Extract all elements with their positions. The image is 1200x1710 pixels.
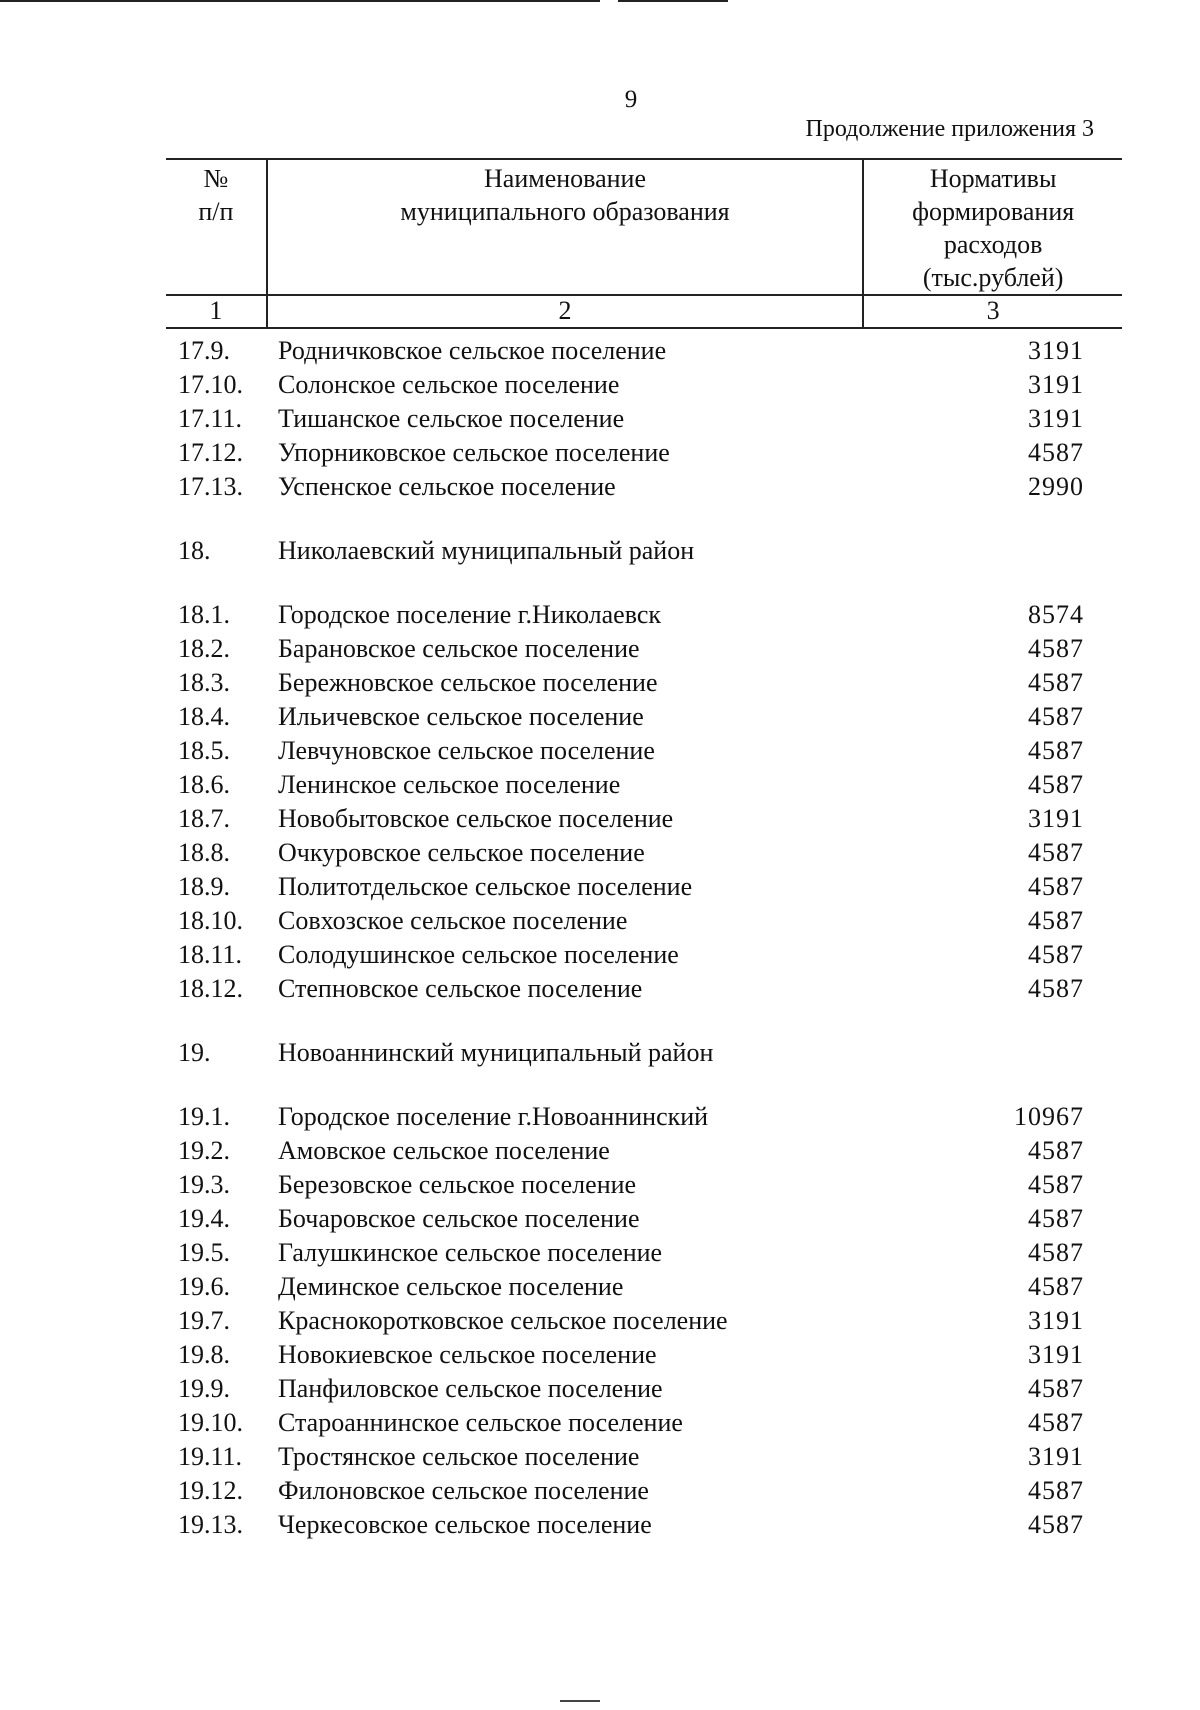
expense-norm-value: 3191 xyxy=(1028,336,1084,365)
table-row xyxy=(0,870,1200,904)
expense-norm-value: 4587 xyxy=(1028,940,1084,969)
expense-norm-value: 3191 xyxy=(1028,1442,1084,1471)
expense-norm-value: 4587 xyxy=(1028,438,1084,467)
row-number: 18.10. xyxy=(178,906,243,935)
municipality-name: Бочаровское сельское поселение xyxy=(278,1204,640,1233)
row-number: 19.4. xyxy=(178,1204,230,1233)
municipality-name: Городское поселение г.Новоаннинский xyxy=(278,1102,709,1131)
table-row xyxy=(0,1236,1200,1270)
municipality-name: Староаннинское сельское поселение xyxy=(278,1408,683,1437)
expense-norm-value: 4587 xyxy=(1028,906,1084,935)
row-number: 19.6. xyxy=(178,1272,230,1301)
table-row xyxy=(0,1440,1200,1474)
column-number-2: 2 xyxy=(267,295,864,328)
expense-norm-value: 4587 xyxy=(1028,1272,1084,1301)
table-row xyxy=(0,402,1200,436)
expense-norm-value: 4587 xyxy=(1028,974,1084,1003)
row-number: 19.3. xyxy=(178,1170,230,1199)
municipality-name: Левчуновское сельское поселение xyxy=(278,736,655,765)
table-row xyxy=(0,1474,1200,1508)
row-number: 19.12. xyxy=(178,1476,243,1505)
municipality-name: Степновское сельское поселение xyxy=(278,974,643,1003)
municipality-name: Бережновское сельское поселение xyxy=(278,668,658,697)
expense-norm-value: 4587 xyxy=(1028,634,1084,663)
expense-norm-value: 4587 xyxy=(1028,1408,1084,1437)
municipality-name: Березовское сельское поселение xyxy=(278,1170,637,1199)
column-number-1: 1 xyxy=(166,295,267,328)
table-row xyxy=(0,666,1200,700)
municipality-name: Ильичевское сельское поселение xyxy=(278,702,644,731)
expense-norm-value: 4587 xyxy=(1028,872,1084,901)
municipality-name: Николаевский муниципальный район xyxy=(278,536,695,565)
scan-edge-line-left xyxy=(0,0,600,2)
district-heading-row xyxy=(0,534,1200,568)
header-number-column xyxy=(166,159,267,295)
column-number-3: 3 xyxy=(863,295,1122,328)
table-body xyxy=(0,334,1200,1542)
row-number: 19.9. xyxy=(178,1374,230,1403)
expense-norm-value: 3191 xyxy=(1028,804,1084,833)
row-number: 19.2. xyxy=(178,1136,230,1165)
row-number: 17.13. xyxy=(178,472,243,501)
table-row xyxy=(0,1304,1200,1338)
row-number: 17.11. xyxy=(178,404,243,433)
table-row xyxy=(0,836,1200,870)
row-number: 19.11. xyxy=(178,1442,243,1471)
row-number: 18.6. xyxy=(178,770,230,799)
table-row xyxy=(0,734,1200,768)
expense-norm-value: 4587 xyxy=(1028,1510,1084,1539)
municipality-name: Барановское сельское поселение xyxy=(278,634,640,663)
row-number: 18.8. xyxy=(178,838,230,867)
expense-norm-value: 2990 xyxy=(1028,472,1084,501)
district-heading-row xyxy=(0,1036,1200,1070)
row-number: 18.2. xyxy=(178,634,230,663)
row-number: 19.8. xyxy=(178,1340,230,1369)
municipality-name: Тростянское сельское поселение xyxy=(278,1442,640,1471)
table-row xyxy=(0,1338,1200,1372)
page-number: 9 xyxy=(624,86,638,113)
expense-norm-value: 4587 xyxy=(1028,1476,1084,1505)
expense-norm-value: 3191 xyxy=(1028,370,1084,399)
municipality-name: Черкесовское сельское поселение xyxy=(278,1510,652,1539)
municipality-name: Филоновское сельское поселение xyxy=(278,1476,649,1505)
row-number: 19. xyxy=(178,1038,211,1067)
table-row xyxy=(0,1134,1200,1168)
header-value-label: Нормативы формирования расходов (тыс.рублей) xyxy=(912,164,1075,292)
scan-artifact-mark xyxy=(560,1700,600,1702)
row-number: 18.3. xyxy=(178,668,230,697)
table-row xyxy=(0,700,1200,734)
row-number: 18.11. xyxy=(178,940,243,969)
expense-norm-value: 4587 xyxy=(1028,838,1084,867)
table-row xyxy=(0,972,1200,1006)
row-number: 17.12. xyxy=(178,438,243,467)
municipality-name: Упорниковское сельское поселение xyxy=(278,438,670,467)
row-number: 18.12. xyxy=(178,974,243,1003)
expense-norm-value: 3191 xyxy=(1028,404,1084,433)
row-number: 19.10. xyxy=(178,1408,243,1437)
row-number: 18. xyxy=(178,536,211,565)
header-name-column xyxy=(267,159,864,295)
municipality-name: Новобытовское сельское поселение xyxy=(278,804,674,833)
header-name-label: Наименование муниципального образования xyxy=(400,164,730,226)
row-number: 19.7. xyxy=(178,1306,230,1335)
municipality-name: Галушкинское сельское поселение xyxy=(278,1238,663,1267)
municipality-name: Панфиловское сельское поселение xyxy=(278,1374,663,1403)
table-row xyxy=(0,1372,1200,1406)
table-row xyxy=(0,436,1200,470)
row-number: 18.7. xyxy=(178,804,230,833)
row-number: 18.9. xyxy=(178,872,230,901)
row-number: 18.1. xyxy=(178,600,230,629)
municipality-name: Новокиевское сельское поселение xyxy=(278,1340,657,1369)
row-number: 19.5. xyxy=(178,1238,230,1267)
municipality-name: Ленинское сельское поселение xyxy=(278,770,621,799)
table-row xyxy=(0,334,1200,368)
header-value-column xyxy=(863,159,1122,295)
expense-norm-value: 10967 xyxy=(1014,1102,1084,1131)
expense-norm-value: 4587 xyxy=(1028,736,1084,765)
row-number: 17.10. xyxy=(178,370,243,399)
expense-norm-value: 8574 xyxy=(1028,600,1084,629)
municipality-name: Тишанское сельское поселение xyxy=(278,404,625,433)
table-row xyxy=(0,1508,1200,1542)
table-row xyxy=(0,768,1200,802)
table-row xyxy=(0,938,1200,972)
row-number: 19.13. xyxy=(178,1510,243,1539)
table-row xyxy=(0,1168,1200,1202)
row-number: 18.4. xyxy=(178,702,230,731)
municipality-name: Краснокоротковское сельское поселение xyxy=(278,1306,728,1335)
municipality-name: Новоаннинский муниципальный район xyxy=(278,1038,714,1067)
municipality-name: Успенское сельское поселение xyxy=(278,472,616,501)
municipality-name: Совхозское сельское поселение xyxy=(278,906,628,935)
municipality-name: Амовское сельское поселение xyxy=(278,1136,610,1165)
appendix-continuation-note: Продолжение приложения 3 xyxy=(805,116,1094,142)
table-row xyxy=(0,802,1200,836)
table-row xyxy=(0,632,1200,666)
expense-norm-value: 4587 xyxy=(1028,1374,1084,1403)
municipality-name: Политотдельское сельское поселение xyxy=(278,872,693,901)
expense-norm-value: 3191 xyxy=(1028,1340,1084,1369)
row-number: 17.9. xyxy=(178,336,230,365)
table-row xyxy=(0,1202,1200,1236)
expense-norm-value: 4587 xyxy=(1028,702,1084,731)
municipality-name: Родничковское сельское поселение xyxy=(278,336,667,365)
table-row xyxy=(0,368,1200,402)
table-row xyxy=(0,1406,1200,1440)
expense-norm-value: 3191 xyxy=(1028,1306,1084,1335)
table-row xyxy=(0,598,1200,632)
municipality-name: Городское поселение г.Николаевск xyxy=(278,600,662,629)
header-number-label: № п/п xyxy=(198,164,234,226)
expense-norm-value: 4587 xyxy=(1028,1204,1084,1233)
municipality-name: Солодушинское сельское поселение xyxy=(278,940,679,969)
municipality-name: Очкуровское сельское поселение xyxy=(278,838,645,867)
row-number: 19.1. xyxy=(178,1102,230,1131)
municipality-name: Солонское сельское поселение xyxy=(278,370,620,399)
row-number: 18.5. xyxy=(178,736,230,765)
table-row xyxy=(0,1270,1200,1304)
expense-norm-value: 4587 xyxy=(1028,1170,1084,1199)
table-header xyxy=(166,158,1122,329)
scan-edge-line-right xyxy=(618,0,728,2)
table-row xyxy=(0,1100,1200,1134)
table-row xyxy=(0,904,1200,938)
expense-norm-value: 4587 xyxy=(1028,770,1084,799)
municipality-name: Деминское сельское поселение xyxy=(278,1272,624,1301)
expense-norm-value: 4587 xyxy=(1028,1238,1084,1267)
table-row xyxy=(0,470,1200,504)
expense-norm-value: 4587 xyxy=(1028,668,1084,697)
expense-norm-value: 4587 xyxy=(1028,1136,1084,1165)
